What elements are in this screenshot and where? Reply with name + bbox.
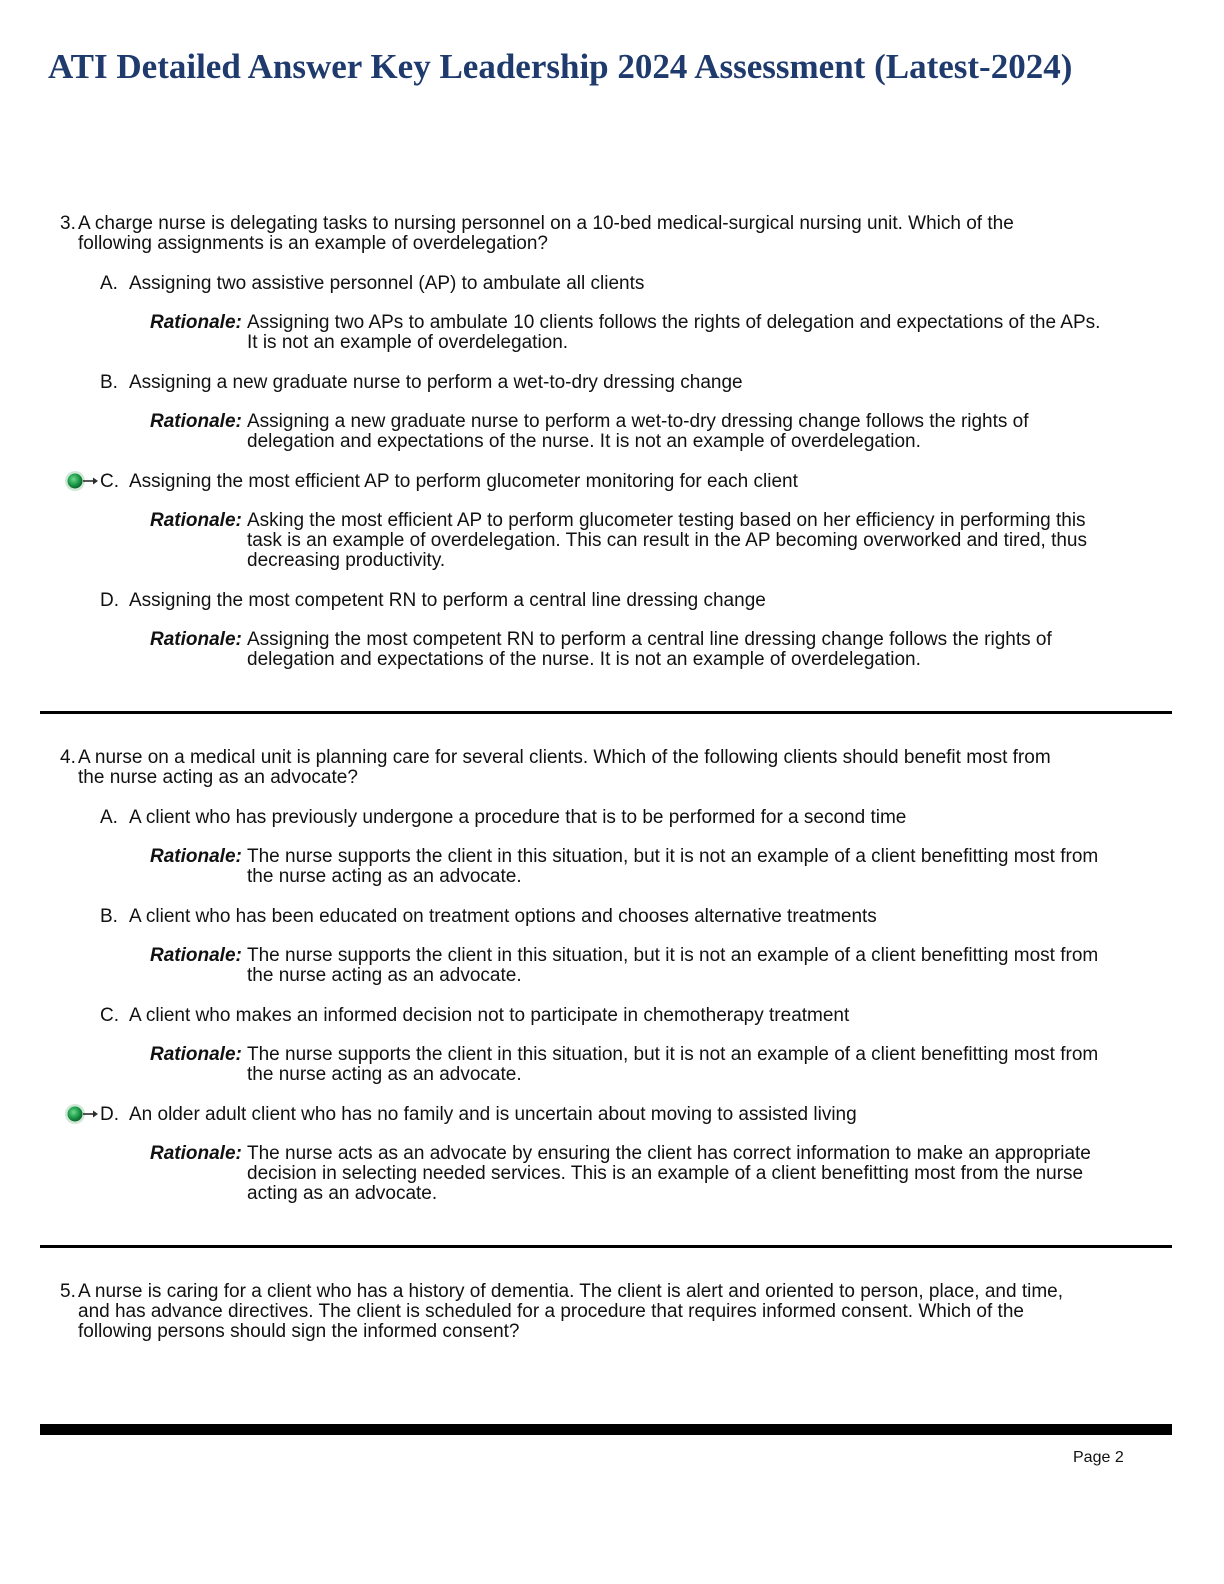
question-number: 3. [60,213,76,234]
question-5 [40,1282,1172,1342]
question-number: 4. [60,747,76,768]
rationale-label: Rationale: [150,510,242,531]
rationale [40,1144,1172,1204]
option-letter: B. [100,906,118,927]
question-text: A charge nurse is delegating tasks to nursing personnel on a 10-bed medical-surgical nursing unit. Which of the following assignments is an example of overdelegation? [78,213,1014,254]
rationale-label: Rationale: [150,1143,242,1164]
question-stem [40,748,1172,788]
option-text: A client who has previously undergone a procedure that is to be performed for a second time [129,807,907,828]
answer-option-d-correct [40,1105,1172,1204]
answer-option-d [40,591,1172,670]
question-4 [40,748,1172,1204]
option-text: Assigning the most efficient AP to perform glucometer monitoring for each client [129,471,798,492]
option-text: Assigning a new graduate nurse to perform a wet-to-dry dressing change [129,372,743,393]
answer-option-c-correct [40,472,1172,571]
question-stem [40,214,1172,254]
rationale-text: The nurse supports the client in this situation, but it is not an example of a client benefitting most from the nurse acting as an advocate. [247,945,1099,986]
rationale [40,1045,1172,1085]
rationale-text: The nurse acts as an advocate by ensuring the client has correct information to make an appropriate decision in selecting needed services. This is an example of a client benefitting most from the nurse acting as an advocate. [247,1143,1091,1204]
question-text: A nurse on a medical unit is planning care for several clients. Which of the following clients should benefit most from the nurse acting as an advocate? [78,747,1051,788]
option-letter: A. [100,273,118,294]
rationale-text: Assigning the most competent RN to perform a central line dressing change follows the rights of delegation and expectations of the nurse. It is not an example of overdelegation. [247,629,1052,670]
option-text: A client who makes an informed decision not to participate in chemotherapy treatment [129,1005,850,1026]
question-number: 5. [60,1281,76,1302]
option-text: Assigning the most competent RN to perform a central line dressing change [129,590,766,611]
rationale-text: Assigning two APs to ambulate 10 clients follows the rights of delegation and expectations of the APs. It is not an example of overdelegation. [247,312,1101,353]
option-letter: B. [100,372,118,393]
answer-option-b [40,373,1172,452]
question-3 [40,214,1172,670]
rationale [40,630,1172,670]
section-divider [40,711,1172,714]
rationale-label: Rationale: [150,1044,242,1065]
option-letter: C. [100,1005,119,1026]
page-number: Page 2 [1073,1449,1124,1466]
option-letter: C. [100,471,119,492]
option-letter: D. [100,590,119,611]
section-divider [40,1245,1172,1248]
footer-rule [40,1424,1172,1435]
option-letter: A. [100,807,118,828]
rationale-label: Rationale: [150,945,242,966]
rationale [40,313,1172,353]
answer-option-c [40,1006,1172,1085]
rationale [40,847,1172,887]
rationale-label: Rationale: [150,312,242,333]
question-text: A nurse is caring for a client who has a history of dementia. The client is alert and oriented to person, place, and time, and has advance directives. The client is scheduled for a procedure that requires informed consent. Which of the following persons should sign the informed consent? [78,1281,1064,1342]
option-text: An older adult client who has no family and is uncertain about moving to assisted living [129,1104,857,1125]
rationale-label: Rationale: [150,411,242,432]
answer-option-a [40,808,1172,887]
correct-answer-icon [64,469,98,493]
rationale-text: The nurse supports the client in this situation, but it is not an example of a client benefitting most from the nurse acting as an advocate. [247,1044,1099,1085]
option-letter: D. [100,1104,119,1125]
question-stem [40,1282,1172,1342]
answer-option-a [40,274,1172,353]
rationale-text: Assigning a new graduate nurse to perform a wet-to-dry dressing change follows the rights of delegation and expectations of the nurse. It is not an example of overdelegation. [247,411,1029,452]
option-text: A client who has been educated on treatment options and chooses alternative treatments [129,906,877,927]
rationale-text: The nurse supports the client in this situation, but it is not an example of a client benefitting most from the nurse acting as an advocate. [247,846,1099,887]
rationale [40,412,1172,452]
answer-option-b [40,907,1172,986]
rationale-label: Rationale: [150,629,242,650]
rationale-label: Rationale: [150,846,242,867]
rationale [40,946,1172,986]
rationale [40,511,1172,571]
document-title: ATI Detailed Answer Key Leadership 2024 Assessment (Latest-2024) [48,47,1073,86]
correct-answer-icon [64,1102,98,1126]
option-text: Assigning two assistive personnel (AP) to ambulate all clients [129,273,645,294]
rationale-text: Asking the most efficient AP to perform glucometer testing based on her efficiency in performing this task is an example of overdelegation. This can result in the AP becoming overworked and tired, thus decreasing productivity. [247,510,1087,571]
